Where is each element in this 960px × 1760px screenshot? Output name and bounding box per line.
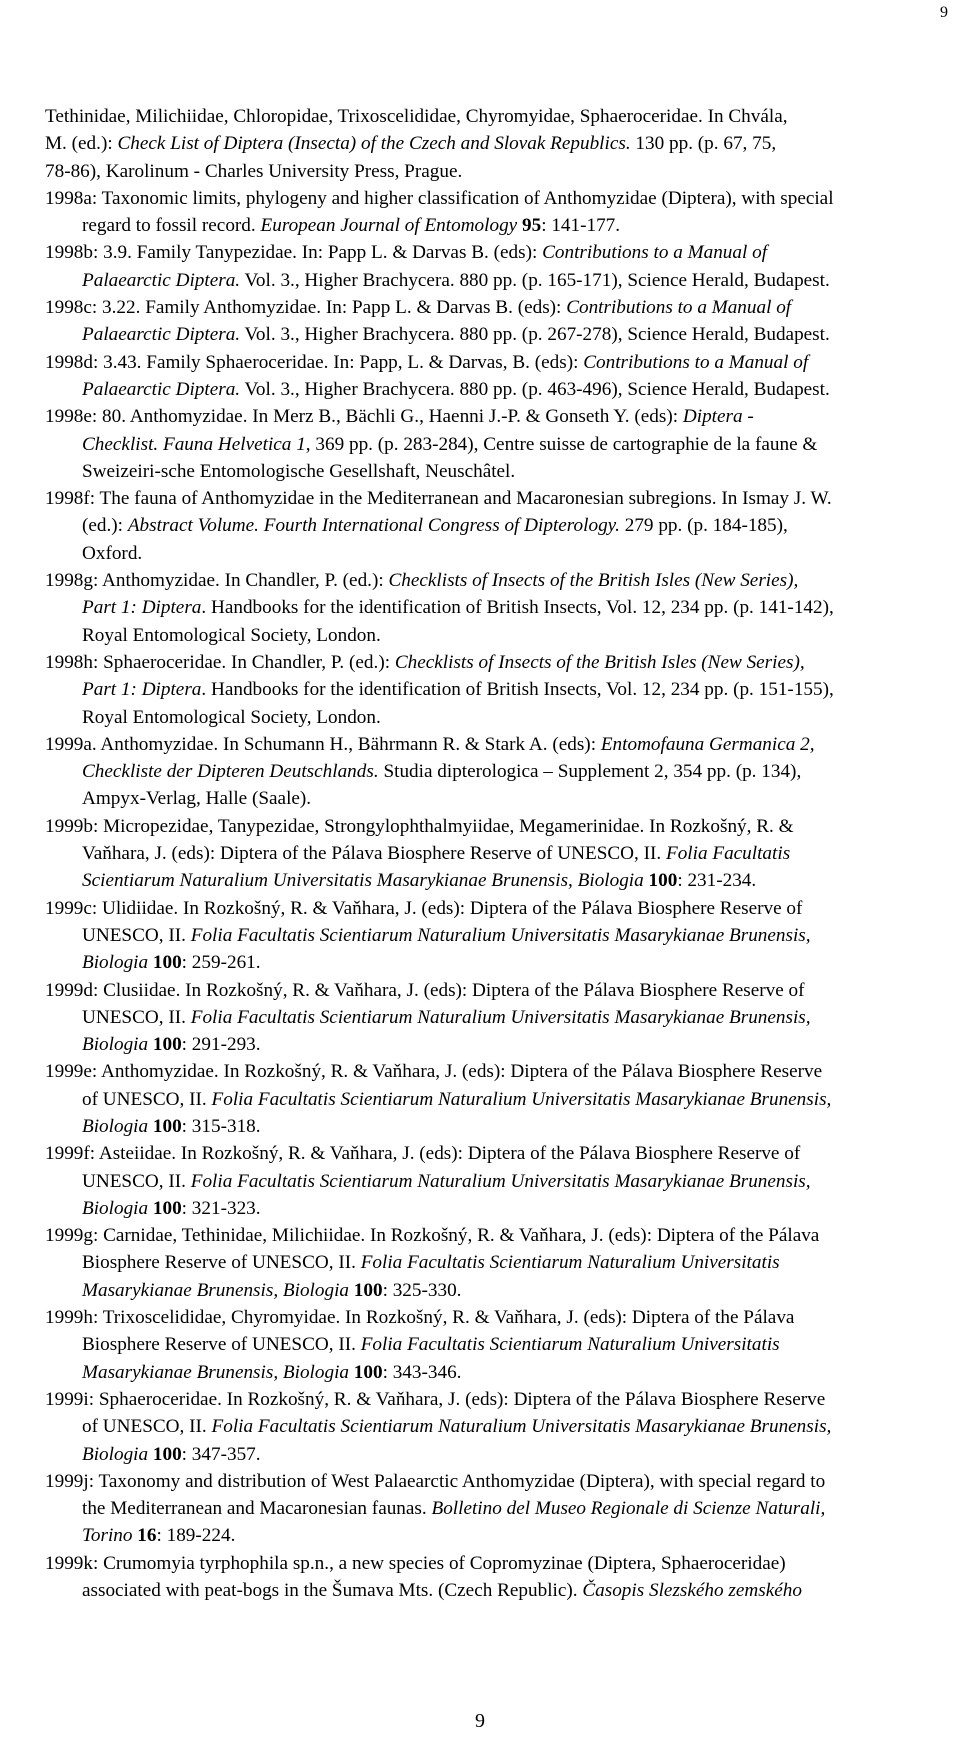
reference-line [45, 949, 932, 976]
text-span: Biosphere Reserve of UNESCO, II. [82, 1334, 361, 1356]
reference-line [45, 676, 932, 703]
reference-line [45, 1304, 932, 1331]
text-span: Royal Entomological Society, London. [82, 624, 381, 646]
text-span: 1999k: Crumomyia tyrphophila sp.n., a new species of Copromyzinae (Diptera, Sphaeroceridae) [45, 1552, 786, 1574]
text-span: : 141-177. [541, 215, 621, 237]
page-number-top: 9 [940, 4, 948, 21]
reference-line [45, 403, 932, 430]
bold-text: 100 [148, 1443, 182, 1465]
text-span: regard to fossil record. [82, 215, 261, 237]
reference-line [45, 1058, 932, 1085]
text-span: 130 pp. (p. 67, 75, [630, 133, 777, 155]
reference-line [45, 704, 932, 731]
text-span: 1999f: Asteiidae. In Rozkošný, R. & Vaňhara, J. (eds): Diptera of the Pálava Biosphere Reserve of [45, 1143, 801, 1165]
text-span: . Handbooks for the identification of British Insects, Vol. 12, 234 pp. (p. 141-142), [201, 597, 834, 619]
reference-line [45, 1195, 932, 1222]
text-span: 279 pp. (p. 184-185), [619, 515, 788, 537]
reference-line [45, 867, 932, 894]
reference-line [45, 1277, 932, 1304]
text-span: 1998e: 80. Anthomyzidae. In Merz B., Bächli G., Haenni J.-P. & Gonseth Y. (eds): [45, 406, 683, 428]
reference-line [45, 1168, 932, 1195]
reference-line [45, 458, 932, 485]
bold-text: 100 [148, 1197, 182, 1219]
italic-text: Folia Facultatis Scientiarum Naturalium Universitatis Masarykianae Brunensis, [211, 1088, 832, 1110]
reference-entry [42, 403, 932, 485]
italic-text: Checklist. Fauna Helvetica 1 [82, 433, 306, 455]
reference-line [45, 622, 932, 649]
reference-line [45, 895, 932, 922]
text-span: 1998h: Sphaeroceridae. In Chandler, P. (ed.): [45, 651, 395, 673]
reference-line [45, 1031, 932, 1058]
italic-text: Contributions to a Manual of [583, 351, 809, 373]
reference-line [45, 840, 932, 867]
bold-text: 100 [148, 952, 182, 974]
text-span: 78-86), Karolinum - Charles University Press, Prague. [45, 160, 463, 182]
text-span: : 259-261. [181, 952, 261, 974]
italic-text: Folia Facultatis Scientiarum Naturalium Universitatis [360, 1334, 780, 1356]
reference-line [45, 1140, 932, 1167]
italic-text: Abstract Volume. Fourth International Congress of Dipterology. [127, 515, 620, 537]
text-span: associated with peat-bogs in the Šumava Mts. (Czech Republic). [82, 1580, 583, 1602]
text-span: 1998d: 3.43. Family Sphaeroceridae. In: Papp, L. & Darvas, B. (eds): [45, 351, 584, 373]
reference-line [45, 1522, 932, 1549]
italic-text: Folia Facultatis Scientiarum Naturalium Universitatis [360, 1252, 780, 1274]
italic-text: Torino [82, 1525, 133, 1547]
text-span: . Handbooks for the identification of British Insects, Vol. 12, 234 pp. (p. 151-155), [201, 679, 834, 701]
reference-line [45, 649, 932, 676]
italic-text: Biologia [82, 1115, 149, 1137]
text-span: of UNESCO, II. [82, 1416, 212, 1438]
text-span: the Mediterranean and Macaronesian faunas. [82, 1498, 432, 1520]
text-span: 1999a. Anthomyzidae. In Schumann H., Bährmann R. & Stark A. (eds): [45, 733, 601, 755]
text-span: : 347-357. [181, 1443, 261, 1465]
bold-text: 100 [349, 1361, 383, 1383]
reference-entry [42, 485, 932, 567]
reference-line [45, 567, 932, 594]
reference-line [45, 1113, 932, 1140]
text-span: 1999i: Sphaeroceridae. In Rozkošný, R. & Vaňhara, J. (eds): Diptera of the Pálava Biosphere Reserve [45, 1388, 826, 1410]
reference-line [45, 922, 932, 949]
italic-text: Part 1: Diptera [82, 597, 202, 619]
reference-line [45, 977, 932, 1004]
reference-line [45, 294, 932, 321]
text-span: Sweizeiri-sche Entomologische Gesellshaft, Neuschâtel. [82, 460, 516, 482]
italic-text: Biologia [82, 952, 149, 974]
reference-line [45, 185, 932, 212]
italic-text: Folia Facultatis [665, 843, 791, 865]
reference-entry [42, 349, 932, 404]
italic-text: Masarykianae Brunensis, Biologia [82, 1279, 349, 1301]
italic-text: Scientiarum Naturalium Universitatis Masarykianae Brunensis, Biologia [82, 870, 644, 892]
italic-text: Folia Facultatis Scientiarum Naturalium Universitatis Masarykianae Brunensis, [211, 1416, 832, 1438]
reference-line [45, 376, 932, 403]
italic-text: Biologia [82, 1443, 149, 1465]
reference-entry [42, 185, 932, 240]
reference-line [45, 758, 932, 785]
reference-entry [42, 1304, 932, 1386]
reference-line [45, 1550, 932, 1577]
italic-text: Biologia [82, 1034, 149, 1056]
text-span: 1998b: 3.9. Family Tanypezidae. In: Papp L. & Darvas B. (eds): [45, 242, 543, 264]
reference-line [45, 731, 932, 758]
text-span: : 231-234. [677, 870, 757, 892]
italic-text: Contributions to a Manual of [566, 297, 792, 319]
text-span: UNESCO, II. [82, 1006, 191, 1028]
italic-text: Palaearctic Diptera. [82, 269, 241, 291]
italic-text: Masarykianae Brunensis, Biologia [82, 1361, 349, 1383]
reference-line [45, 212, 932, 239]
text-span: : 343-346. [382, 1361, 462, 1383]
text-span: Ampyx-Verlag, Halle (Saale). [82, 788, 312, 810]
reference-line [45, 349, 932, 376]
reference-line [45, 158, 932, 185]
text-span: , 369 pp. (p. 283-284), Centre suisse de cartographie de la faune & [305, 433, 818, 455]
reference-line [45, 1249, 932, 1276]
text-span: 1999j: Taxonomy and distribution of West Palaearctic Anthomyzidae (Diptera), with special regard to [45, 1470, 826, 1492]
italic-text: Folia Facultatis Scientiarum Naturalium Universitatis Masarykianae Brunensis, [190, 1006, 811, 1028]
reference-line [45, 130, 932, 157]
reference-entry [42, 1550, 932, 1605]
reference-line [45, 512, 932, 539]
reference-line [45, 540, 932, 567]
italic-text: Entomofauna Germanica 2, [600, 733, 815, 755]
text-span: Tethinidae, Milichiidae, Chloropidae, Trixoscelididae, Chyromyidae, Sphaeroceridae. In Chvála, [45, 106, 788, 127]
reference-entry [42, 1222, 932, 1304]
reference-entry [42, 1058, 932, 1140]
text-span: 1998c: 3.22. Family Anthomyzidae. In: Papp L. & Darvas B. (eds): [45, 297, 567, 319]
text-span: M. (ed.): [45, 133, 118, 155]
italic-text: European Journal of Entomology [260, 215, 518, 237]
reference-line [45, 1495, 932, 1522]
text-span: Oxford. [82, 542, 143, 564]
reference-line [45, 594, 932, 621]
reference-line [45, 1577, 932, 1604]
reference-line [45, 1359, 932, 1386]
text-span: 1999h: Trixoscelididae, Chyromyidae. In Rozkošný, R. & Vaňhara, J. (eds): Diptera of the Pálava [45, 1307, 795, 1329]
text-span: Studia dipterologica – Supplement 2, 354 pp. (p. 134), [378, 761, 802, 783]
reference-line [45, 1441, 932, 1468]
text-span: 1999b: Micropezidae, Tanypezidae, Strongylophthalmyiidae, Megamerinidae. In Rozkošný, R. & [45, 815, 794, 837]
italic-text: Check List of Diptera (Insecta) of the Czech and Slovak Republics. [117, 133, 631, 155]
italic-text: Bolletino del Museo Regionale di Scienze Naturali, [431, 1498, 826, 1520]
reference-line [45, 1468, 932, 1495]
text-span: 1998f: The fauna of Anthomyzidae in the Mediterranean and Macaronesian subregions. In Ismay J. W. [45, 488, 832, 510]
bold-text: 100 [148, 1034, 182, 1056]
italic-text: Folia Facultatis Scientiarum Naturalium Universitatis Masarykianae Brunensis, [190, 924, 811, 946]
reference-entry [42, 294, 932, 349]
italic-text: Palaearctic Diptera. [82, 378, 241, 400]
text-span: (ed.): [82, 515, 128, 537]
italic-text: Contributions to a Manual of [542, 242, 768, 264]
reference-entry [42, 649, 932, 731]
reference-line [45, 1222, 932, 1249]
text-span: UNESCO, II. [82, 1170, 191, 1192]
reference-line [45, 785, 932, 812]
reference-entry [42, 813, 932, 895]
text-span: Biosphere Reserve of UNESCO, II. [82, 1252, 361, 1274]
reference-line [45, 813, 932, 840]
italic-text: Palaearctic Diptera. [82, 324, 241, 346]
text-span: 1999c: Ulidiidae. In Rozkošný, R. & Vaňhara, J. (eds): Diptera of the Pálava Biosphere Reserve of [45, 897, 803, 919]
text-span: Vaňhara, J. (eds): Diptera of the Pálava Biosphere Reserve of UNESCO, II. [82, 843, 666, 865]
text-span: Vol. 3., Higher Brachycera. 880 pp. (p. 463-496), Science Herald, Budapest. [240, 378, 830, 400]
reference-list [42, 103, 932, 1604]
page-number-bottom: 9 [475, 1710, 485, 1732]
italic-text: Diptera - [682, 406, 754, 428]
text-span: : 291-293. [181, 1034, 261, 1056]
reference-line [45, 267, 932, 294]
italic-text: Checklists of Insects of the British Isles (New Series), [394, 651, 805, 673]
reference-entry [42, 567, 932, 649]
text-span: of UNESCO, II. [82, 1088, 212, 1110]
italic-text: Checklists of Insects of the British Isles (New Series), [388, 570, 799, 592]
text-span: : 189-224. [156, 1525, 236, 1547]
text-span: 1999g: Carnidae, Tethinidae, Milichiidae. In Rozkošný, R. & Vaňhara, J. (eds): Diptera of the Pálava [45, 1225, 820, 1247]
reference-line [45, 1413, 932, 1440]
reference-entry [42, 239, 932, 294]
reference-line [45, 1004, 932, 1031]
reference-entry [42, 895, 932, 977]
bold-text: 16 [132, 1525, 157, 1547]
text-span: Vol. 3., Higher Brachycera. 880 pp. (p. 165-171), Science Herald, Budapest. [240, 269, 830, 291]
reference-entry [42, 1140, 932, 1222]
bold-text: 100 [643, 870, 678, 892]
reference-line [45, 1086, 932, 1113]
reference-entry [42, 977, 932, 1059]
text-span: 1998a: Taxonomic limits, phylogeny and higher classification of Anthomyzidae (Diptera), with special [45, 187, 834, 209]
reference-line [45, 1386, 932, 1413]
reference-entry [42, 731, 932, 813]
text-span: UNESCO, II. [82, 924, 191, 946]
italic-text: Part 1: Diptera [82, 679, 202, 701]
text-span: Vol. 3., Higher Brachycera. 880 pp. (p. 267-278), Science Herald, Budapest. [240, 324, 830, 346]
italic-text: Checkliste der Dipteren Deutschlands. [82, 761, 379, 783]
text-span: 1999e: Anthomyzidae. In Rozkošný, R. & Vaňhara, J. (eds): Diptera of the Pálava Biosphere Reserve [45, 1061, 823, 1083]
bold-text: 100 [349, 1279, 383, 1301]
reference-entry [42, 1386, 932, 1468]
text-span: : 315-318. [181, 1115, 261, 1137]
italic-text: Folia Facultatis Scientiarum Naturalium Universitatis Masarykianae Brunensis, [190, 1170, 811, 1192]
reference-line [45, 103, 932, 130]
text-span: 1998g: Anthomyzidae. In Chandler, P. (ed.): [45, 570, 389, 592]
reference-entry [42, 1468, 932, 1550]
text-span: 1999d: Clusiidae. In Rozkošný, R. & Vaňhara, J. (eds): Diptera of the Pálava Biosphere Reserve of [45, 979, 805, 1001]
italic-text: Biologia [82, 1197, 149, 1219]
bold-text: 100 [148, 1115, 182, 1137]
reference-line [45, 1331, 932, 1358]
reference-line [45, 431, 932, 458]
reference-line [45, 485, 932, 512]
reference-line [45, 321, 932, 348]
reference-line [45, 239, 932, 266]
text-span: Royal Entomological Society, London. [82, 706, 381, 728]
bold-text: 95 [517, 215, 542, 237]
reference-entry [42, 103, 932, 185]
text-span: : 325-330. [382, 1279, 462, 1301]
italic-text: Časopis Slezského zemského [582, 1580, 802, 1602]
text-span: : 321-323. [181, 1197, 261, 1219]
